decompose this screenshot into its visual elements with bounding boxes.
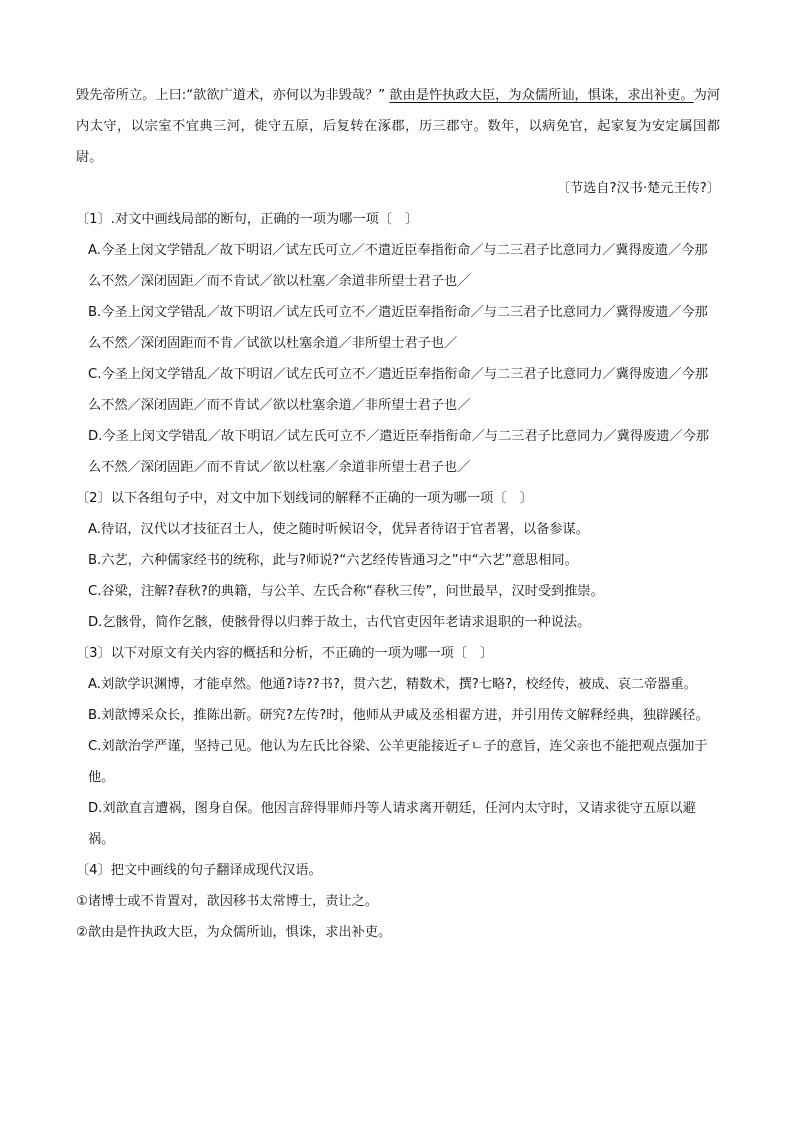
passage-underlined-sentence: 歆由是忤执政大臣，为众儒所讪，惧诛，求出补吏。 [389,88,694,103]
question-4-sentence-1: ①诸博士或不肯置对，歆因移书太常博士，责让之。 [76,894,378,909]
passage-text-before-underline: 毁先帝所立。上曰:“歆欲广道术，亦何以为非毁哉？” [76,88,390,103]
question-3-option-d: D.刘歆直言遭祸，图身自保。他因言辞得罪师丹等人请求离开朝廷，任河内太守时，又请求徙守五原以避祸。 [88,801,696,847]
question-4-sentence-2: ②歆由是忤执政大臣，为众儒所讪，惧诛，求出补吏。 [76,925,392,940]
question-2-stem: 〔2〕以下各组句子中，对文中加下划线词的解释不正确的一项为哪一项〔 〕 [76,491,533,506]
question-1-option-a: A.今圣上闵文学错乱／故下明诏／试左氏可立／不遣近臣奉指衔命／与二三君子比意同力／冀得废遗／今那么不然／深闭固距／而不肯试／欲以杜塞／余道非所望士君子也／ [88,243,708,289]
passage-text-after-underline: 为河内太守，以宗室不宜典三河，徙守五原，后复转在涿郡，历三郡守。数年，以病免官，起家复为安定属国都尉。 [76,88,721,165]
question-3-option-c: C.刘歆治学严谨，坚持己见。他认为左氏比谷梁、公羊更能接近孑ㄴ子的意旨，连父亲也不能把观点强加于他。 [88,739,708,785]
document-body [76,80,720,948]
question-4-stem: 〔4〕把文中画线的句子翻译成现代汉语。 [76,863,322,878]
question-1-stem: 〔1〕.对文中画线局部的断句，正确的一项为哪一项〔 〕 [76,212,419,227]
question-1-option-c: C.今圣上闵文学错乱／故下明诏／试左氏可立不／遣近臣奉指衔命／与二三君子比意同力／冀得废遗／今那么不然／深闭固距／而不肯试／欲以杜塞余道／非所望士君子也／ [88,367,709,413]
question-2-option-c: C.谷梁，注解?春秋?的典籍，与公羊、左氏合称“春秋三传”，问世最早，汉时受到推崇。 [88,584,604,599]
question-1-option-d: D.今圣上闵文学错乱／故下明诏／试左氏可立不／遣近臣奉指衔命／与二三君子比意同力／冀得废遗／今那么不然／深闭固距／而不肯试／欲以杜塞／余道非所望士君子也／ [88,429,709,475]
question-3-stem: 〔3〕以下对原文有关内容的概括和分析，不正确的一项为哪一项〔 〕 [76,646,494,661]
question-2-option-d: D.乞骸骨，简作乞骸，使骸骨得以归葬于故土，古代官吏因年老请求退职的一种说法。 [88,615,591,630]
question-2-option-b: B.六艺，六种儒家经书的统称，此与?师说?“六艺经传皆通习之”中“六艺”意思相同。 [88,553,578,568]
passage-paragraph [76,80,720,173]
question-3-option-a: A.刘歆学识渊博，才能卓然。他通?诗??书?，贯六艺，精数术，撰?七略?，校经传，被成、哀二帝器重。 [88,677,697,692]
question-2-option-a: A.待诏，汉代以才技征召士人，使之随时听候诏令，优异者待诏于官者署，以备参谋。 [88,522,589,537]
question-1-option-b: B.今圣上闵文学错乱／故下明诏／试左氏可立不／遣近臣奉指衔命／与二三君子比意同力／冀得废遗／今那么不然／深闭固距而不肯／试欲以杜塞余道／非所望士君子也／ [88,305,708,351]
passage-source: 〔节选自?汉书·楚元王传?〕 [556,181,720,196]
question-3-option-b: B.刘歆博采众长，推陈出新。研究?左传?时，他师从尹咸及丞相翟方进，并引用传文解释经典，独辟蹊径。 [88,708,709,723]
